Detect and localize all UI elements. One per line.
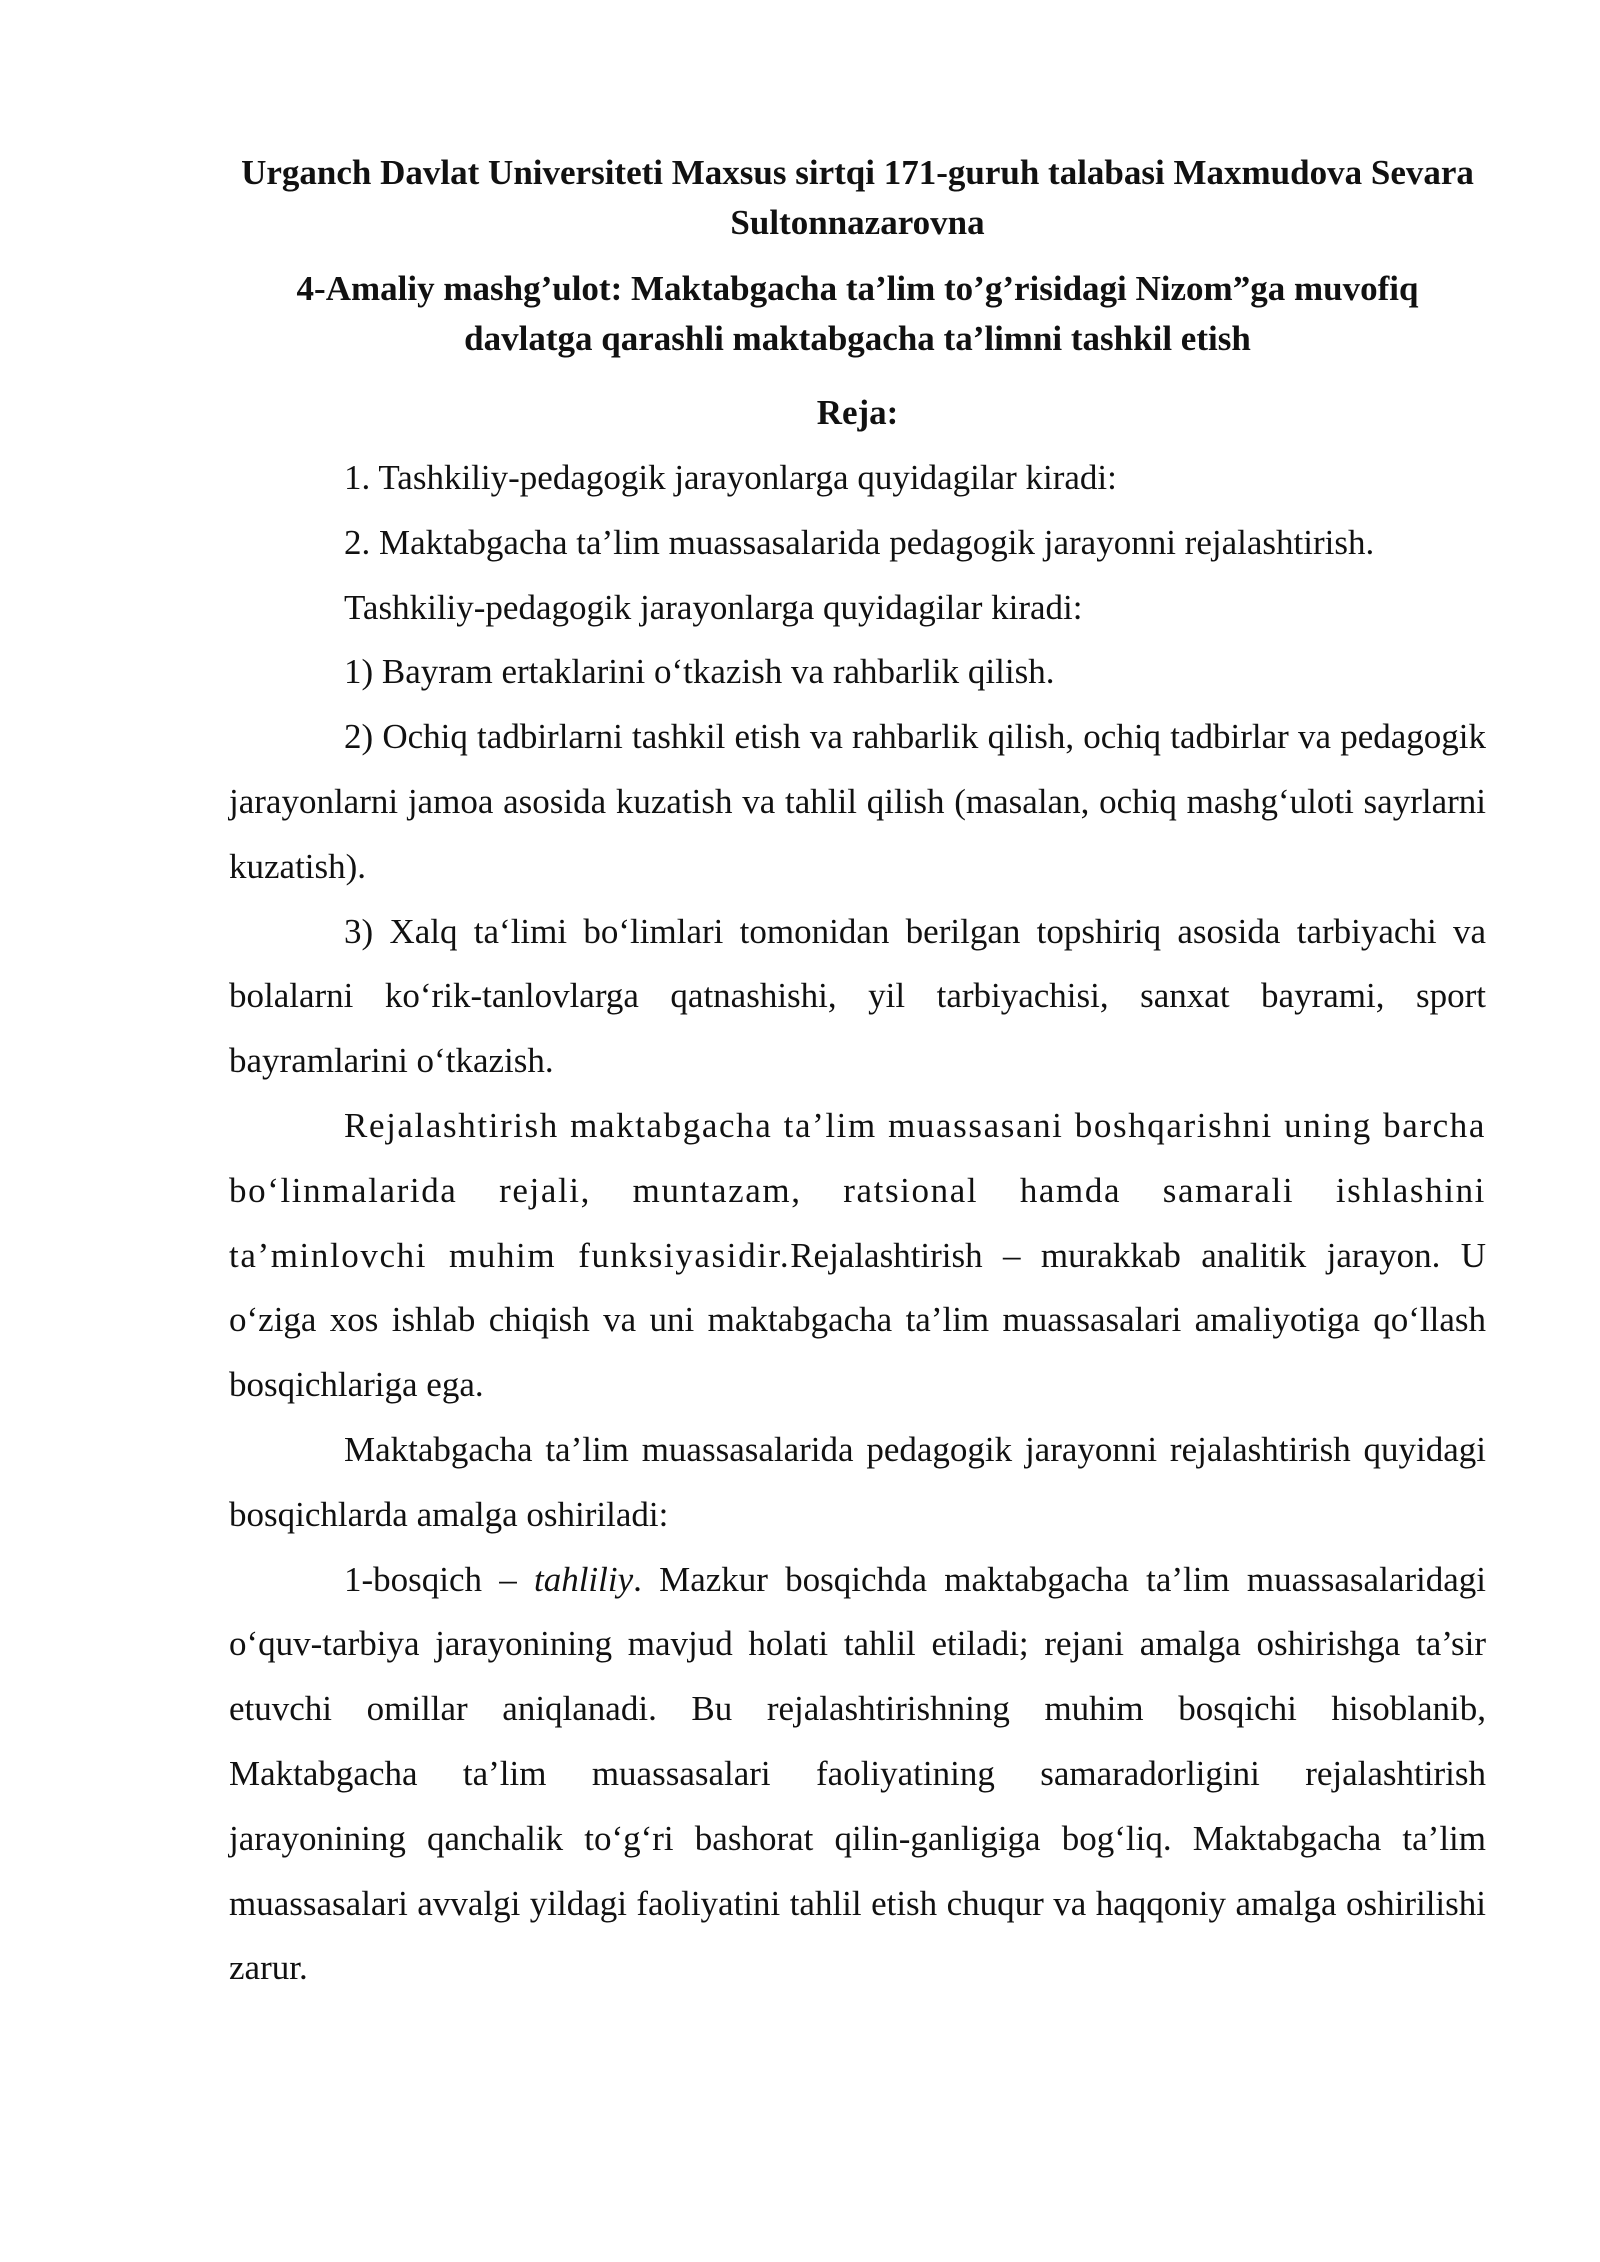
document-subtitle: 4-Amaliy mashg’ulot: Maktabgacha ta’lim to’g’risidagi Nizom”ga muvofiq davlatga qarashli maktabgacha ta’limni tashkil etish [296,269,1419,358]
document-title: Urganch Davlat Universiteti Maxsus sirtqi 171-guruh talabasi Maxmudova Sevara Sultonnazarovna [241,153,1474,242]
document-body [229,148,1486,2001]
plan-heading: Reja: [816,393,899,432]
stage1-term: tahliliy [533,1559,634,1599]
plan-item: 1. Tashkiliy-pedagogik jarayonlarga quyidagilar kiradi: [344,458,1117,497]
list-item: 3) Xalq ta‘limi bo‘limlari tomonidan berilgan topshiriq asosida tarbiyachi va bolalarni ko‘rik-tanlovlarga qatnashishi, yil tarbiyachisi, sanxat bayrami, sport bayramlarini o‘tkazish. [229,911,1486,1081]
stage1-prefix: 1-bosqich – [344,1559,534,1599]
intro-line: Tashkiliy-pedagogik jarayonlarga quyidagilar kiradi: [344,587,1083,627]
stages-paragraph: Maktabgacha ta’lim muassasalarida pedagogik jarayonni rejalashtirish quyidagi bosqichlarda amalga oshiriladi: [229,1429,1486,1534]
stage1-text: . Mazkur bosqichda maktabgacha ta’lim muassasalaridagi o‘quv-tarbiya jarayonining mavjud holati tahlil etiladi; rejani amalga oshirishga ta’sir etuvchi omillar aniqlanadi. Bu rejalashtirishning muhim bosqichi hisoblanib, Maktabgacha ta’lim muassasalari faoliyatining samaradorligini rejalashtirish jarayonining qanchalik to‘g‘ri bashorat qilin-ganligiga bog‘liq. Maktabgacha ta’lim muassasalari avvalgi yildagi faoliyatini tahlil etish chuqur va haqqoniy amalga oshirilishi zarur. [229,1559,1486,1988]
list-item: 2) Ochiq tadbirlarni tashkil etish va rahbarlik qilish, ochiq tadbirlar va pedagogik jarayonlarni jamoa asosida kuzatish va tahlil qilish (masalan, ochiq mashg‘uloti sayrlarni kuzatish). [229,717,1486,886]
stage1-paragraph [229,1548,1486,2002]
list-item: 1) Bayram ertaklarini o‘tkazish va rahbarlik qilish. [344,652,1055,692]
planning-paragraph [229,1094,1486,1418]
planning-paragraph-lead: Rejalashtirish maktabgacha ta’lim muassasani boshqarishni uning barcha bo‘linmalarida rejali, muntazam, ratsional hamda samarali ishlashini ta’minlovchi muhim funksiyasidir. [229,1105,1486,1275]
plan-item: 2. Maktabgacha ta’lim muassasalarida pedagogik jarayonni rejalashtirish. [344,522,1375,562]
planning-paragraph-rest: Rejalashtirish – murakkab analitik jarayon. U o‘ziga xos ishlab chiqish va uni maktabgacha ta’lim muassasalari amaliyotiga qo‘llash bosqichlariga ega. [229,1235,1486,1405]
